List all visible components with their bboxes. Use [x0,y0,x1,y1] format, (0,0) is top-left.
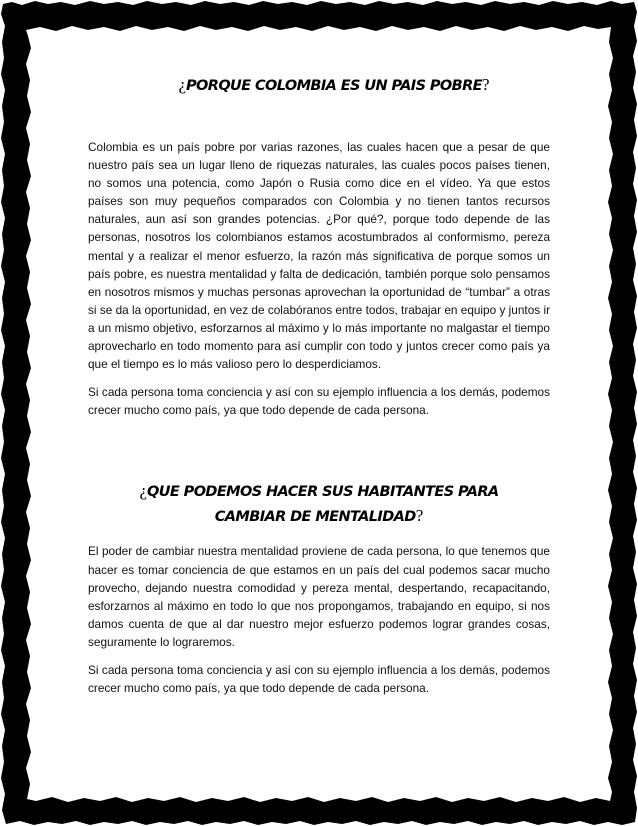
paragraph: Colombia es un país pobre por varias razones, las cuales hacen que a pesar de que nuestro país sea un lugar lleno de riquezas naturales, las cuales pocos países tienen, no somos una potencia, como Japón o Rusia como dice en el vídeo. Ya que estos países son muy pequeños comparados con Colombia y no tienen tantos recursos naturales, aun así son grandes potencias. ¿Por qué?, porque todo depende de las personas, nosotros los colombianos estamos acostumbrados al conformismo, pereza mental y a realizar el menor esfuerzo, la razón más significativa de porque somos un país pobre, es nuestra mentalidad y falta de dedicación, también porque solo pensamos en nosotros mismos y muchas personas aprovechan la oportunidad de “tumbar” a otras si se da la oportunidad, en vez de colabóranos entre todos, trabajar en equipo y juntos ir a un mismo objetivo, esforzarnos al máximo y lo más importante no malgastar el tiempo aprovecharlo en todo momento para así cumplir con todo y juntos crecer como país ya que el tiempo es lo más valioso pero lo desperdiciamos. [88,140,550,372]
question-mark-close: ? [481,75,490,94]
document-body [88,72,550,697]
paragraph: Si cada persona toma conciencia y así con su ejemplo influencia a los demás, podemos crecer mucho como país, ya que todo depende de cada persona. [88,385,550,418]
question-mark-open: ¿ [139,481,148,501]
heading-que-podemos-hacer [109,479,529,529]
paragraph: Si cada persona toma conciencia y así con su ejemplo influencia a los demás, podemos crecer mucho como país, ya que todo depende de cada persona. [88,662,550,696]
heading-porque-colombia [118,72,550,99]
question-mark-close: ? [415,506,424,526]
heading-text: PORQUE COLOMBIA ES UN PAIS POBRE [186,78,482,94]
question-mark-open: ¿ [178,75,186,94]
paragraph: El poder de cambiar nuestra mentalidad proviene de cada persona, lo que tenemos que hacer es tomar conciencia de que estamos en un país del cual podemos sacar mucho provecho, dejando nuestra comodidad y pereza mental, despertando, recapacitando, esforzarnos al máximo en todo lo que nos propongamos, trabajando en equipo, si nos damos cuenta de que al dar nuestro mejor esfuerzo podemos lograr grandes cosas, seguramente lo lograremos. [88,544,550,649]
heading-text: QUE PODEMOS HACER SUS HABITANTES PARA CAMBIAR DE MENTALIDAD [147,484,499,526]
